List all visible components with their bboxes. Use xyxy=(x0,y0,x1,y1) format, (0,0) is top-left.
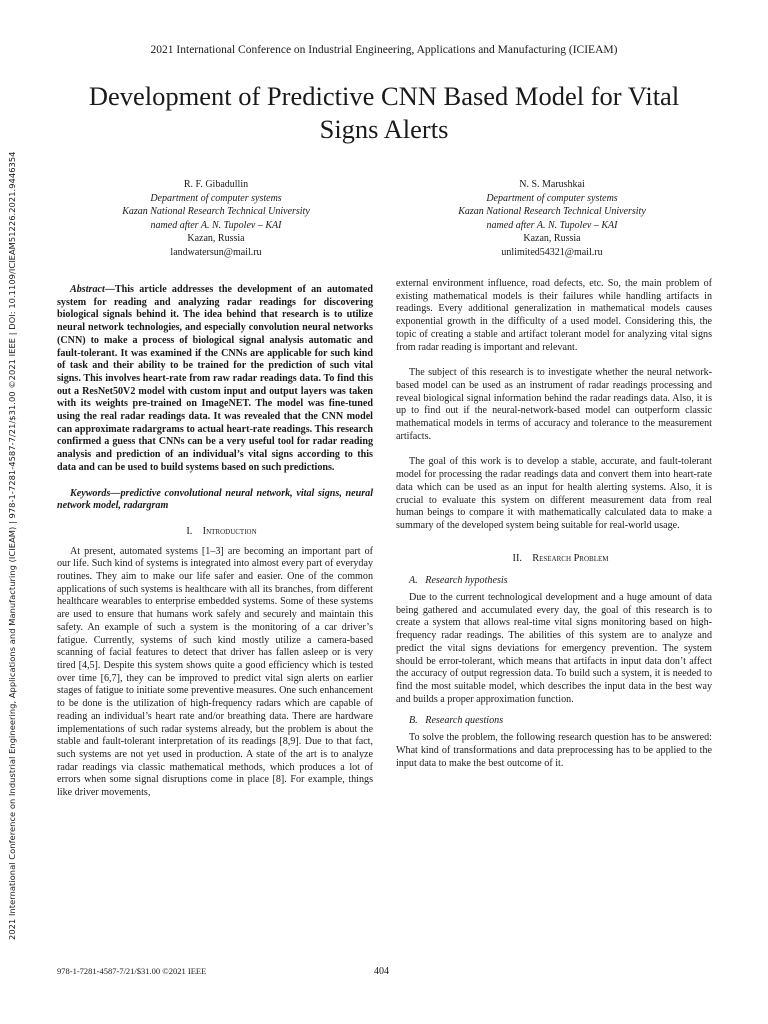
body-paragraph: external environment influence, road defects, etc. So, the main problem of existing mathematical models is their failures while handling artifacts in readings. Every additional generalization in mathematical models causes exponential growth in the difficulty of a used model. Considering this, the topic of creating a stable and artifact tolerant model for analyzing vital signs from radar reading is important and relevant. xyxy=(396,278,712,353)
left-column xyxy=(57,284,373,800)
doi-sidebar: 2021 International Conference on Industrial Engineering, Applications and Manufacturing (ICIEAM) | 978-1-7281-4587-7/21/$31.00 ©2021 IEEE | DOI: 10.1109/ICIEAM51226.2021.9446354 xyxy=(7,151,17,940)
body-paragraph: The goal of this work is to develop a stable, accurate, and fault-tolerant model for processing the radar readings data and convert them into heart-rate data which can be used as an input for health alerting systems. Also, it is crucial to evaluate this system on different measurement data from real human beings to compare it with mathematically calculated data to make a summary of the developed system being suitable for real-world usage. xyxy=(396,456,712,531)
section-number: II. xyxy=(512,552,522,564)
author-named: named after A. N. Tupolev – KAI xyxy=(486,219,618,231)
section-number: I. xyxy=(186,525,193,537)
author-dept: Department of computer systems xyxy=(486,192,618,204)
copyright-footer: 978-1-7281-4587-7/21/$31.00 ©2021 IEEE xyxy=(57,966,207,976)
body-paragraph: The subject of this research is to investigate whether the neural network-based model can be used as an instrument of radar readings processing and reveal biological signal information behind the radar readings data. Also, it is up to find out if the neural-network-based model can outperform classic mathematical models in terms of accuracy and tolerance to the measurement artifacts. xyxy=(396,367,712,442)
subsection-title: Research hypothesis xyxy=(425,575,508,587)
subsection-number: B. xyxy=(409,715,418,727)
subsection-number: A. xyxy=(409,575,418,587)
section-heading-introduction xyxy=(57,526,373,539)
intro-paragraph: At present, automated systems [1–3] are becoming an important part of our life. Such kind of systems is integrated into almost every part of everyday routines. They aim to make our life safer and easier. One of the common applications of such systems is healthcare with all its branches, from different healthcare wearables to enterprise embedded systems. Some of these systems are used to ensure that humans work safely and securely and maintain this safety. An example of such a system is the monitoring of a car driver’s fatigue. Currently, systems of such kind mostly utilize a camera-based scanning of facial features to detect that driver has fallen asleep or is very tired [4,5]. Despite this system shows quite a good efficiency which is tested over time [6,7], they can be improved to predict vital sign alerts on earlier stages of fatigue to initiate some preventive measures. One such enhancement to be done is the utilization of high-frequency radars which are capable of reading an individual’s heart rate and/or breathing data. There are hardware implementations of such radar systems already, but the problem is about the stable and fault-tolerant interpretation of its readings [8,9]. Due to that fact, such systems are not yet used in production. A state of the art is to analyze radar readings via classic mathematical methods, which produces a lot of errors when some signal disruptions come in place [8]. For example, things like driver movements, xyxy=(57,545,373,799)
right-column xyxy=(396,278,712,770)
author-city: Kazan, Russia xyxy=(187,233,245,244)
section-heading-research-problem xyxy=(396,553,712,566)
author-city: Kazan, Russia xyxy=(523,233,581,244)
author-email: unlimited54321@mail.ru xyxy=(501,246,603,258)
author-block-2 xyxy=(402,178,702,259)
abstract-text: —This article addresses the development of an automated system for reading and analyzing radar readings for discovering biological signals behind it. The idea behind that research is to utilize neural network technologies, and especially convolution neural networks (CNN) to make a process of biological signal analysis automatic and fault-tolerant. It was examined if the CNNs are applicable for such kind of task and their ability to be trained for the prediction of such vital signs. This involves heart-rate from raw radar readings data. To find this out a ResNet50V2 model with custom input and output layers was taken with its weights pre-trained on ImageNET. The model was fine-tuned using the real radar readings data. It was revealed that the CNN model can approximate radargrams to actual heart-rate readings. This research confirmed a guess that CNNs can be a very useful tool for radar reading analysis and prediction of an individual’s vital signs according to this data and can be used to build systems based on such predictions. xyxy=(57,284,373,473)
paper-title: Development of Predictive CNN Based Model for Vital Signs Alerts xyxy=(88,81,680,144)
section-title: Research Problem xyxy=(532,552,609,564)
subsection-heading-hypothesis xyxy=(396,575,712,588)
keywords xyxy=(57,488,373,513)
keywords-label: Keywords xyxy=(70,487,111,499)
keywords-text: —predictive convolutional neural network, vital signs, neural network model, radargram xyxy=(57,487,373,512)
author-dept: Department of computer systems xyxy=(150,192,282,204)
abstract-label: Abstract xyxy=(70,284,105,295)
page-number: 404 xyxy=(374,966,389,977)
author-name: R. F. Gibadullin xyxy=(183,179,249,190)
author-name: N. S. Marushkai xyxy=(519,179,585,190)
body-paragraph: Due to the current technological development and a huge amount of data being gathered and accumulated every day, the goal of this research is to create a system that allows real-time vital signs monitoring based on high-frequency radar readings. The abilities of this system are to analyze and predict the vital signs deviations for emergency prevention. The system should be error-tolerant, which means that artifacts in input data don’t affect the accuracy of output regression data. To build such a system, it is needed to find the most suitable model, which describes the input data in the best way and builds a proper approximation function. xyxy=(396,592,712,705)
conference-header: 2021 International Conference on Industrial Engineering, Applications and Manufacturing (ICIEAM) xyxy=(150,44,618,56)
subsection-heading-questions xyxy=(396,715,712,728)
author-named: named after A. N. Tupolev – KAI xyxy=(150,219,282,231)
subsection-title: Research questions xyxy=(425,715,504,727)
abstract xyxy=(57,284,373,475)
author-block-1 xyxy=(66,178,366,259)
section-title: Introduction xyxy=(202,525,257,537)
author-email: landwatersun@mail.ru xyxy=(170,246,262,258)
author-univ: Kazan National Research Technical University xyxy=(122,206,310,217)
body-paragraph: To solve the problem, the following research question has to be answered: What kind of transformations and data preprocessing has to be applied to the input data to make the best outcome of it. xyxy=(396,732,712,769)
author-univ: Kazan National Research Technical University xyxy=(458,206,646,217)
